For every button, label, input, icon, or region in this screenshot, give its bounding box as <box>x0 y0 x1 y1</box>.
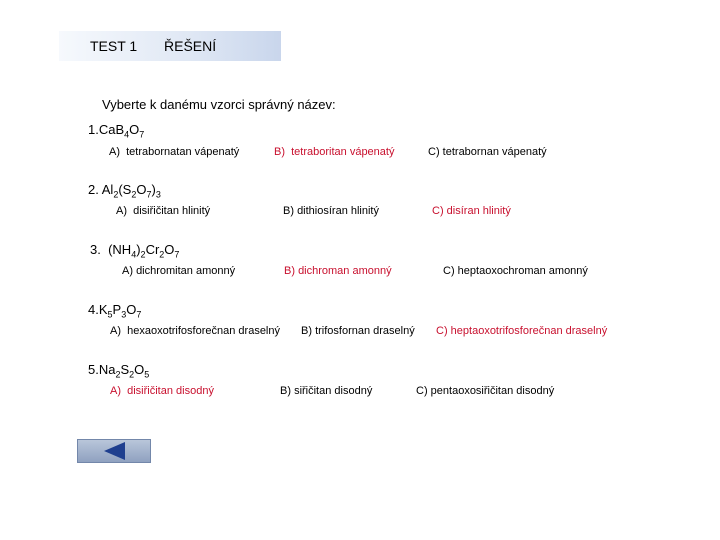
option-5a[interactable]: A) disiřičitan disodný <box>110 385 214 397</box>
header-bar <box>59 31 281 61</box>
question-3: 3. $(NH_4)_2Cr_2O_7$ <box>90 242 180 260</box>
test-title: TEST 1 <box>90 38 138 54</box>
option-3c[interactable]: C) heptaoxochroman amonný <box>443 265 588 277</box>
back-button[interactable] <box>77 439 151 463</box>
option-1a[interactable]: A) tetrabornatan vápenatý <box>109 146 240 158</box>
option-2c[interactable]: C) disíran hlinitý <box>432 205 511 217</box>
option-5b[interactable]: B) siřičitan disodný <box>280 385 373 397</box>
option-2b[interactable]: B) dithiosíran hlinitý <box>283 205 379 217</box>
option-1b[interactable]: B) tetraboritan vápenatý <box>274 146 395 158</box>
prompt-text: Vyberte k danému vzorci správný název: <box>102 97 336 112</box>
option-1c[interactable]: C) tetrabornan vápenatý <box>428 146 547 158</box>
option-4c[interactable]: C) heptaoxotrifosforečnan draselný <box>436 325 608 337</box>
option-5c[interactable]: C) pentaoxosiřičitan disodný <box>416 385 555 397</box>
test-subtitle: ŘEŠENÍ <box>164 38 217 54</box>
question-1: $1.CaB_4O_7$ <box>88 122 145 140</box>
question-4: $4.K_5P_3O_7$ <box>88 302 142 320</box>
triangle-left-icon <box>104 442 126 460</box>
question-5: $5.Na_2S_2O_5$ <box>88 362 150 380</box>
option-2a[interactable]: A) disiřičitan hlinitý <box>116 205 211 217</box>
option-3a[interactable]: A) dichromitan amonný <box>122 265 236 277</box>
option-4a[interactable]: A) hexaoxotrifosforečnan draselný <box>110 325 280 337</box>
option-4b[interactable]: B) trifosfornan draselný <box>301 325 415 337</box>
option-3b[interactable]: B) dichroman amonný <box>284 265 392 277</box>
question-2: 2. $Al_2(S_2O_7)_3$ <box>88 182 161 200</box>
